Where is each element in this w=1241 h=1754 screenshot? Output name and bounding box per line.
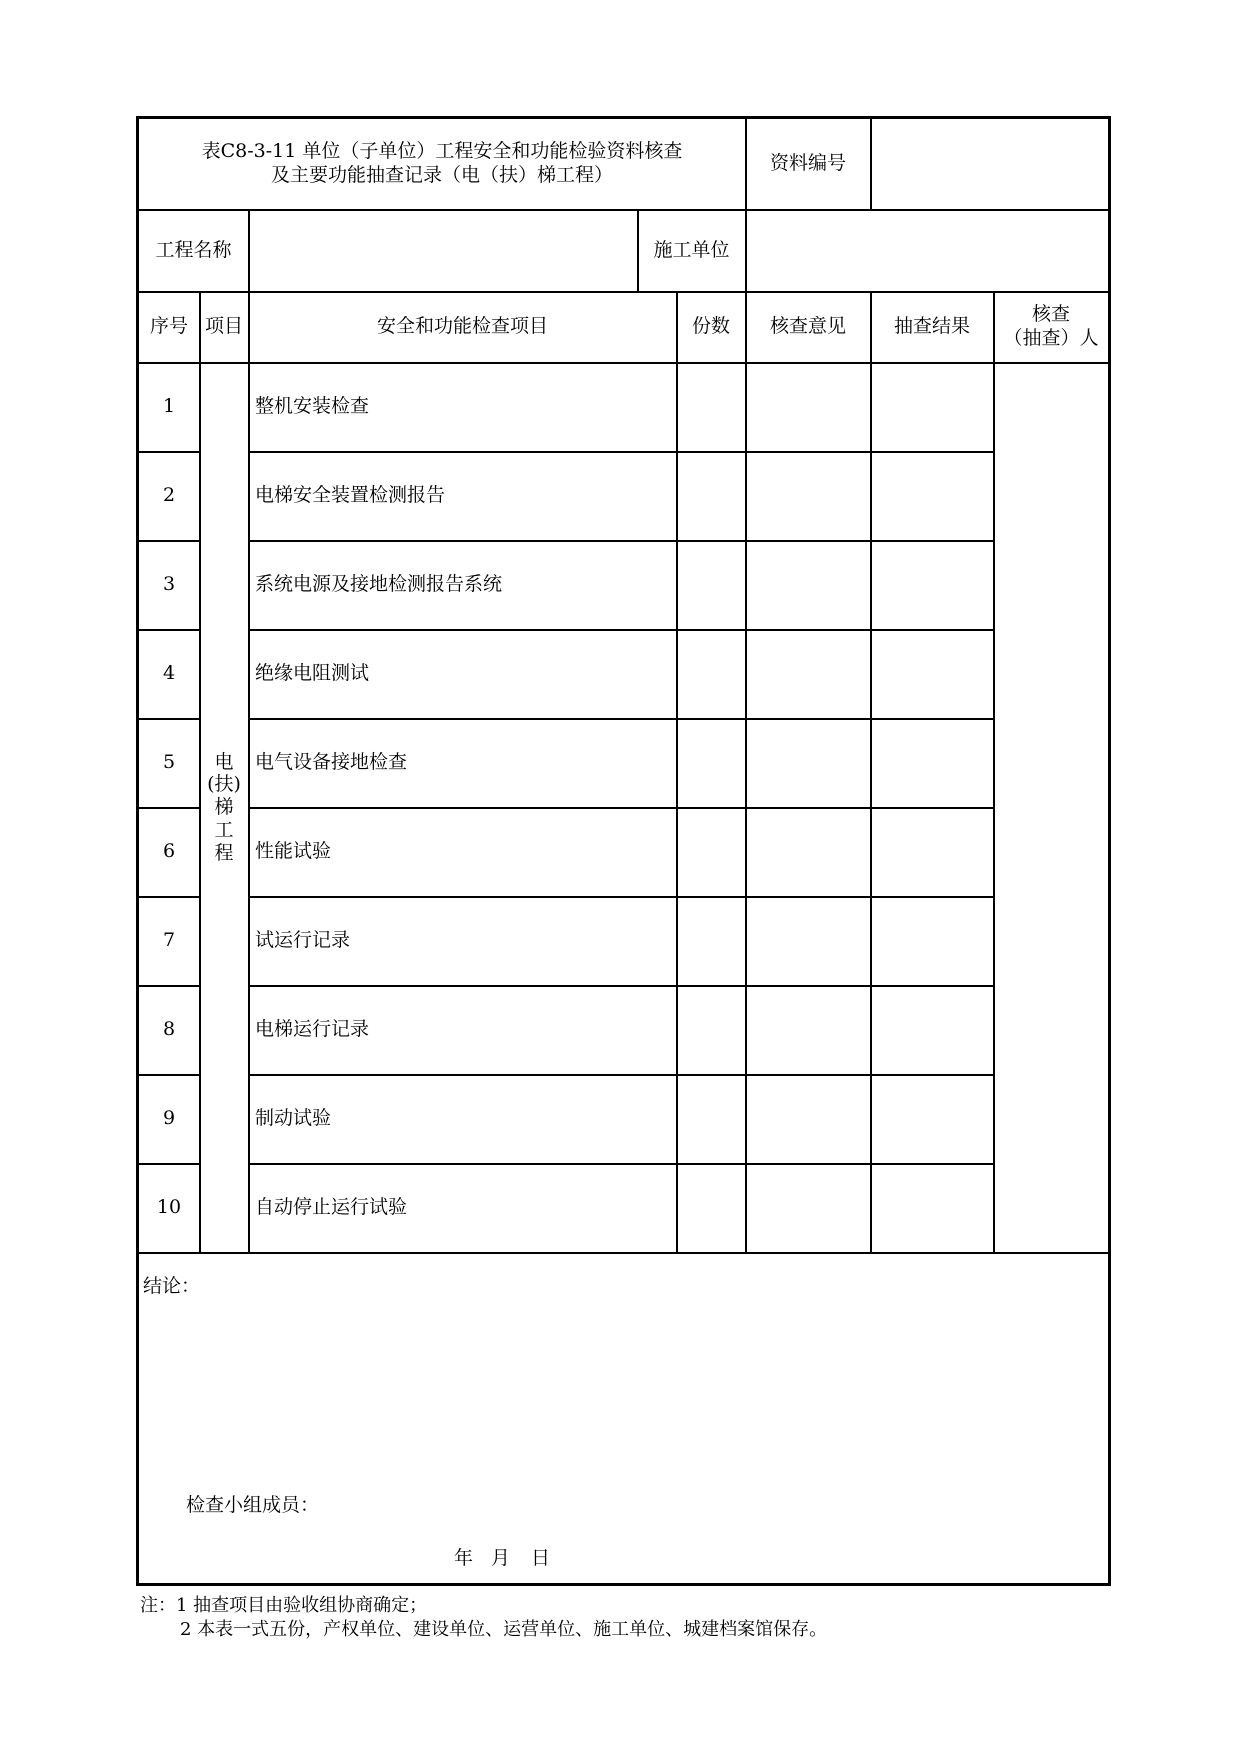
date-month: 月 <box>491 1547 511 1569</box>
row-seq: 4 <box>162 662 176 685</box>
row-seq: 10 <box>156 1196 182 1219</box>
note-line-1: 注：1 抽查项目由验收组协商确定； <box>140 1595 428 1616</box>
construction-unit-label: 施工单位 <box>653 238 730 261</box>
row-check-item: 电梯安全装置检测报告 <box>255 484 446 507</box>
inspection-form <box>136 116 1111 1586</box>
item-group-line5: 程 <box>214 841 234 864</box>
col-divider-copies <box>745 291 747 1253</box>
row-check-item: 自动停止运行试验 <box>255 1196 408 1219</box>
row-seq: 3 <box>162 573 176 596</box>
construction-unit-field[interactable] <box>746 210 1108 291</box>
row-seq: 9 <box>162 1107 176 1130</box>
date-day: 日 <box>531 1547 551 1569</box>
row-seq: 6 <box>162 840 176 863</box>
doc-no-label: 资料编号 <box>769 152 846 175</box>
form-title <box>139 119 745 209</box>
col-divider-result <box>993 291 995 1253</box>
project-name-field[interactable] <box>249 210 637 291</box>
header-check-item: 安全和功能检查项目 <box>376 315 548 338</box>
item-group-elevator <box>200 363 248 1252</box>
row-seq: 2 <box>162 484 176 507</box>
row-check-item: 试运行记录 <box>255 929 351 952</box>
row-check-item: 整机安装检查 <box>255 395 370 418</box>
header-opinion: 核查意见 <box>769 315 846 338</box>
item-group-line4: 工 <box>214 818 234 841</box>
header-seq: 序号 <box>149 315 188 338</box>
form-title-line2: 及主要功能抽查记录（电（扶）梯工程） <box>270 164 613 186</box>
header-checker-line2: （抽查）人 <box>1003 327 1099 349</box>
row-check-item: 制动试验 <box>255 1107 332 1130</box>
row-seq: 7 <box>162 929 176 952</box>
item-group-line2: (扶) <box>207 773 241 796</box>
row-check-item: 系统电源及接地检测报告系统 <box>255 573 503 596</box>
header-checker-line1: 核查 <box>1031 303 1070 326</box>
row-check-item: 电梯运行记录 <box>255 1018 370 1041</box>
col-divider-check <box>676 291 678 1253</box>
doc-no-field[interactable] <box>871 119 1108 209</box>
conclusion-label: 结论： <box>143 1275 201 1297</box>
line-below-table <box>139 1252 1108 1254</box>
team-members-label: 检查小组成员： <box>186 1494 320 1516</box>
date-year: 年 <box>454 1547 474 1569</box>
row-seq: 1 <box>162 395 176 418</box>
note-line-2: 2 本表一式五份，产权单位、建设单位、运营单位、施工单位、城建档案馆保存。 <box>180 1619 828 1640</box>
row-check-item: 电气设备接地检查 <box>255 751 408 774</box>
header-result: 抽查结果 <box>893 315 970 338</box>
row-seq: 8 <box>162 1018 176 1041</box>
row-check-item: 绝缘电阻测试 <box>255 662 370 685</box>
form-title-line1: 表C8-3-11 单位（子单位）工程安全和功能检验资料核查 <box>201 140 683 163</box>
col-divider-opinion <box>870 291 872 1253</box>
header-checker <box>994 292 1108 362</box>
project-name-label: 工程名称 <box>155 238 232 261</box>
item-group-line3: 梯 <box>214 796 234 819</box>
item-group-line1: 电 <box>214 750 234 773</box>
row-check-item: 性能试验 <box>255 840 332 863</box>
header-copies: 份数 <box>691 315 730 338</box>
header-item: 项目 <box>204 315 243 338</box>
row-seq: 5 <box>162 751 176 774</box>
